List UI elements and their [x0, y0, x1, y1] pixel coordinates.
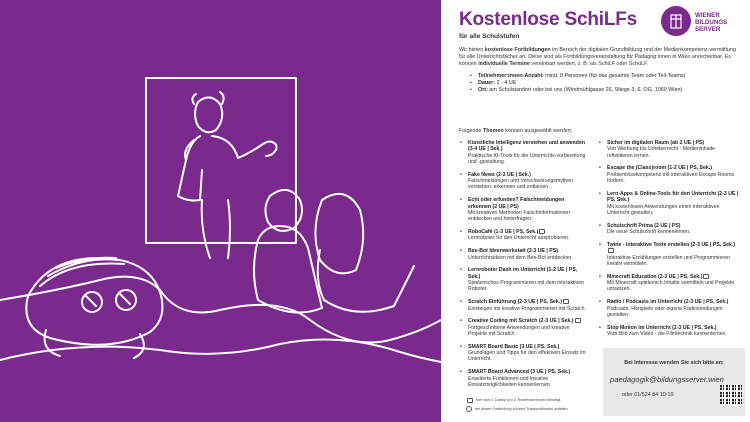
- theme-title: • Sicher im digitalen Raum (ab 2 UE | PS): [607, 140, 705, 146]
- detail-value: mind. 8 Personen (für das gesamte Team oder Teil-Teams): [543, 73, 686, 79]
- contact-phone: oder 01/524 84 10-10: [622, 392, 674, 398]
- laptop-icon: [703, 274, 709, 279]
- theme-item-dash: [459, 267, 587, 292]
- detail-label: Dauer:: [478, 79, 496, 86]
- theme-item-schulschrift-prima: [598, 223, 740, 236]
- theme-title: Scratch Einführung (2-3 UE | PS, Sek.): [468, 299, 562, 306]
- theme-desc: Lernroboter für den Unterricht ausprobieren.: [468, 235, 570, 242]
- theme-title: • SMART Board Advanced (3 UE | PS, Sek.): [468, 369, 571, 376]
- theme-item-smart-board-basic: [459, 344, 587, 363]
- detail-label: Ort:: [478, 86, 488, 93]
- theme-desc: Podcasts, Hörspiele oder eigene Radiosendungen gestalten.: [607, 305, 723, 318]
- details-list: [470, 73, 740, 94]
- logo-line-1: WIENER: [695, 12, 720, 19]
- themes-column-left: [459, 140, 587, 395]
- contact-box: [603, 348, 745, 416]
- theme-item-fake-news: [459, 172, 587, 191]
- theme-title: • Echt oder erfunden? Falschmeldungen erkennen (2 UE | PS): [468, 197, 565, 210]
- whiteboard-outline: [146, 78, 296, 243]
- detail-item-duration: [470, 80, 740, 87]
- theme-title: • Escape the (Class)room (1-2 UE | PS, Sek.): [607, 165, 712, 172]
- theme-title: • Lernroboter Dash im Unterricht (1-2 UE | PS, Sek.): [468, 267, 578, 280]
- page-title: Kostenlose SchiLFs: [459, 9, 637, 30]
- detail-label: Teilnehmer:innen-Anzahl:: [478, 73, 544, 79]
- theme-title: Minecraft Education (2-3 UE | PS, Sek.): [607, 273, 703, 280]
- theme-item-ki: [459, 140, 587, 165]
- theme-desc: Interaktive Erzählungen erstellen und Programmieren kreativ vermitteln.: [607, 254, 730, 267]
- theme-desc: Fortgeschrittene Anwendungen und kreative Projekte mit Scratch.: [468, 324, 570, 337]
- theme-title: • Fake News (2-3 UE | Sek.): [468, 171, 531, 178]
- teacher-head: [195, 97, 222, 132]
- theme-item-smart-board-advanced: [459, 369, 587, 388]
- theme-desc: Praktische KI-Tools für die Unterrichts-vorbereitung und -gestaltung.: [468, 152, 586, 165]
- detail-value: am Schulstandort oder bei uns (Windmühlgasse 26, Stiege 3, 6. OG, 1060 Wien): [487, 86, 683, 93]
- theme-title: Creative Coding mit Scratch (2-3 UE | Sek.): [468, 318, 574, 325]
- theme-item-stop-motion: [598, 325, 740, 338]
- laptop-icon: [563, 299, 569, 304]
- laptop-icon: [575, 318, 581, 323]
- note-transport-text: bei dieser Fortbildung können Transportkosten anfallen: [475, 406, 568, 411]
- themes-intro: [459, 128, 572, 134]
- theme-item-sicher-im-digitalen-raum: [598, 140, 740, 159]
- themes-intro-post: können ausgewählt werden:: [503, 128, 573, 134]
- note-laptop: [466, 396, 594, 405]
- detail-value: 2 - 4 UE: [495, 79, 517, 86]
- note-transport: [466, 405, 594, 414]
- theme-desc: Unterrichtsideen mit dem Bee-Bot entdecken.: [468, 254, 573, 261]
- theme-title: • SMART Board Basic (3 UE | PS, Sek.): [468, 343, 560, 350]
- theme-item-creative-coding: [459, 318, 587, 337]
- laptop-icon: [539, 229, 545, 234]
- theme-desc: Vom Bild zum Video - die Filmtechnik kennenlernen.: [607, 330, 727, 337]
- theme-desc: Falschmeldungen und Verschwörungsmythen verstehen, erkennen und entlarven.: [468, 178, 573, 191]
- theme-title: • Künstliche Intelligenz verstehen und anwenden (3-4 UE | Sek.): [468, 140, 586, 153]
- detail-item-participants: [470, 73, 740, 80]
- intro-text-2: im Bereich der digitalen Grundbildung und der Medienkompetenz-vermittlung für alle Unterrichtsfächer an. Diese sind als Fortbildungsveranstaltung für Pädagog:innen in Wien anrechenbar. Es können: [459, 47, 736, 67]
- theme-desc: Problemlösekompetenz mit interaktiven Escape Rooms fördern.: [607, 171, 735, 185]
- theme-title: • Lern-Apps & Online-Tools für den Unterricht (2-3 UE | PS, Sek.): [607, 190, 739, 204]
- theme-desc: Grundlagen und Tipps für den effektiven Einsatz im Unterricht.: [468, 350, 586, 363]
- note-laptop-text: hier wird 1 Laptop pro 2 Teilnehmer:innen benötigt: [476, 398, 561, 402]
- theme-title: • Bee-Bot Ideenwerkstatt (2-3 UE | PS): [468, 248, 558, 255]
- contact-heading: Bei Interesse wenden Sie sich bitte an:: [624, 360, 724, 366]
- themes-column-right: [598, 140, 740, 344]
- theme-desc: Erweiterte Funktionen und kreative Einsatzmöglichkeiten kennenlernen.: [468, 375, 552, 388]
- transport-icon: [466, 406, 472, 412]
- logo-line-2: BILDUNGS: [695, 19, 728, 26]
- theme-title: • Schulschrift Prima (2 UE | PS): [607, 222, 681, 229]
- contact-email-link[interactable]: paedagogik@bildungsserver.wien: [610, 375, 724, 384]
- theme-item-robocafe: [459, 229, 587, 242]
- themes-intro-pre: Folgende: [459, 128, 483, 134]
- wiener-bildungsserver-logo[interactable]: [661, 6, 741, 38]
- theme-item-lern-apps: [598, 191, 740, 216]
- laptop-icon: [467, 398, 473, 403]
- logo-line-3: SERVER: [695, 26, 721, 33]
- theme-desc: Einsteigen ins kreative Programmieren mit Scratch.: [468, 305, 586, 312]
- theme-title: • Stop Motion im Unterricht (2-3 UE | PS, Sek.): [607, 324, 717, 331]
- theme-item-echt-oder-erfunden: [459, 197, 587, 222]
- logo-emblem-icon: [661, 6, 691, 36]
- theme-desc: Mit kreativen Methoden Falschinformationen entdecken und hinterfragen.: [468, 209, 571, 223]
- themes-intro-bold: Themen: [482, 128, 504, 134]
- theme-item-minecraft: [598, 274, 740, 293]
- theme-desc: Mit kostenlosen Anwendungen einen interaktiven Unterricht gestalten.: [607, 203, 720, 216]
- detail-item-location: [470, 87, 740, 94]
- page-subtitle: für alle Schulstufen: [459, 33, 520, 40]
- theme-item-escape-the-classroom: [598, 165, 740, 184]
- intro-text-1: Wir bieten: [459, 47, 485, 53]
- theme-item-twine: [598, 242, 740, 267]
- laptop-icon: [608, 248, 614, 253]
- intro-paragraph: [459, 47, 741, 68]
- intro-bold-1: kostenlose Fortbildungen: [484, 47, 551, 53]
- legend-notes: [466, 396, 594, 413]
- qr-code-pattern: [720, 384, 742, 406]
- theme-desc: Von Werbung bis Urheberrecht - Medieninhalte reflektieren lernen.: [607, 146, 716, 159]
- theme-desc: Spielerisches Programmieren mit dem interaktiven Roboter.: [468, 280, 584, 293]
- theme-title: Twine - interaktive Texte erstellen (2-3 UE | PS, Sek.): [607, 241, 736, 248]
- logo-wordmark: [695, 12, 727, 33]
- intro-bold-2: individuelle Termine: [478, 60, 530, 67]
- student-two-head: [315, 194, 363, 273]
- theme-desc: Die neue Schulschrift kennenlernen.: [607, 229, 691, 236]
- theme-title: • Radio / Podcasts im Unterricht (2-3 UE | PS, Sek.): [607, 299, 729, 306]
- theme-item-scratch-einfuehrung: [459, 299, 587, 312]
- theme-desc: Mit Minecraft spielerisch Inhalte vermitteln und Projekte umsetzen.: [607, 280, 735, 293]
- robot-body: [26, 258, 162, 345]
- theme-item-bee-bot: [459, 248, 587, 261]
- intro-text-3: vereinbart werden, z. B. als SchiLF oder SchüLF.: [529, 60, 649, 67]
- theme-title: RoboCafé (1-3 UE | PS, Sek.): [468, 229, 539, 236]
- theme-item-radio-podcasts: [598, 299, 740, 318]
